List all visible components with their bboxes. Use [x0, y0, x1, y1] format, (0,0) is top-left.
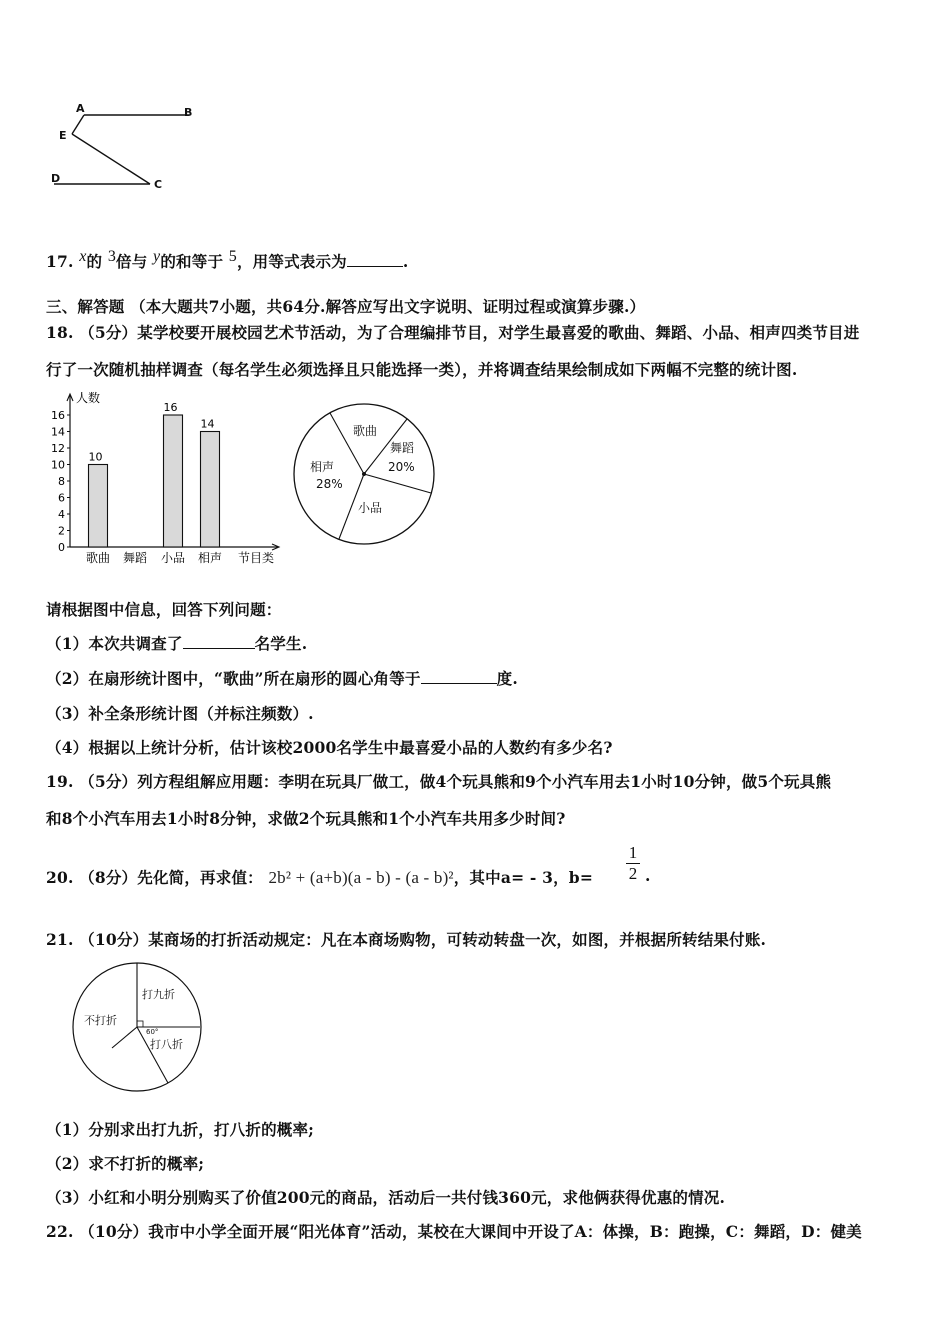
pie-label-crosstalk: 相声	[310, 460, 335, 474]
q17-var-x: x	[79, 248, 87, 265]
point-a-label: A	[76, 102, 85, 115]
y-tick-label: 0	[58, 541, 65, 554]
q20-fraction	[626, 843, 640, 884]
geometry-figure	[44, 100, 204, 195]
q18-sub3: （3）补全条形统计图（并标注频数）.	[46, 704, 314, 723]
q18-sub1	[46, 632, 307, 654]
q17-text2: 倍与	[116, 252, 148, 272]
wheel-label-none: 不打折	[84, 1014, 117, 1027]
pie-divider-3	[364, 474, 431, 493]
q18-sub2-end: 度.	[496, 669, 518, 688]
point-c-label: C	[154, 178, 163, 191]
q17-end: .	[402, 252, 409, 272]
q18-sub4: （4）根据以上统计分析，估计该校2000名学生中最喜爱小品的人数约有多少名?	[46, 738, 613, 757]
pie-chart	[290, 400, 440, 550]
q17-text3: 的和等于	[160, 252, 224, 272]
q17-num-3: 3	[107, 248, 117, 265]
y-tick-label: 6	[58, 491, 65, 505]
wheel-label-nine: 打九折	[142, 988, 175, 1001]
q19-line1: 19. （5分）列方程组解应用题：李明在玩具厂做工，做4个玩具熊和9个小汽车用去1小时10分钟，做5个玩具熊	[46, 772, 832, 791]
q20-frac-num: 1	[626, 843, 640, 864]
y-tick-label: 8	[58, 475, 65, 488]
y-tick-label: 2	[58, 524, 65, 538]
pie-percent-dance: 20%	[388, 460, 415, 474]
q20-end: .	[645, 866, 651, 885]
right-angle-mark	[137, 1021, 143, 1027]
y-tick-label: 16	[51, 409, 65, 422]
bar	[164, 415, 183, 547]
q17-var-y: y	[153, 248, 161, 265]
q22-line1: 22. （10分）我市中小学全面开展“阳光体育”活动，某校在大课间中开设了A：体操，B：跑操，C：舞蹈，D：健美	[46, 1222, 862, 1241]
bar-data-label: 14	[200, 417, 215, 431]
q18-sub2-text: （2）在扇形统计图中，“歌曲”所在扇形的圆心角等于	[46, 669, 421, 688]
q18-sub1-blank	[183, 634, 255, 649]
pie-divider-1	[330, 413, 364, 474]
question-20	[46, 866, 593, 888]
q21-sub1: （1）分别求出打九折，打八折的概率;	[46, 1120, 315, 1139]
bar-data-label: 10	[88, 450, 103, 464]
q18-prompt: 请根据图中信息，回答下列问题：	[46, 600, 282, 619]
section-3-heading: 三、解答题 （本大题共7小题，共64分.解答应写出文字说明、证明过程或演算步骤.）	[46, 297, 646, 316]
pie-label-skit: 小品	[358, 501, 383, 515]
question-17	[46, 248, 408, 272]
q17-answer-blank	[347, 252, 403, 267]
q20-prefix: 20. （8分）先化简，再求值：	[46, 868, 263, 887]
q17-text1: 的	[86, 252, 103, 272]
bar	[201, 432, 220, 548]
x-tick-label: 小品	[160, 551, 186, 565]
wheel-divider-4	[112, 1027, 137, 1048]
q20-frac-den: 2	[628, 864, 638, 883]
q20-mid: ，其中a= - 3，b=	[453, 868, 594, 887]
q17-number: 17.	[46, 252, 74, 272]
q20-expression: 2b² + (a+b)(a - b) - (a - b)²	[268, 868, 454, 887]
y-axis-label: 人数	[76, 391, 101, 405]
point-b-label: B	[184, 106, 193, 119]
bar-data-label: 16	[163, 401, 178, 414]
bar-chart	[40, 385, 290, 570]
y-tick-label: 4	[58, 508, 65, 521]
q18-sub2-blank	[421, 669, 497, 684]
pie-label-dance: 舞蹈	[390, 441, 415, 455]
pie-percent-crosstalk: 28%	[316, 477, 343, 491]
pie-center-dot	[362, 472, 366, 476]
discount-wheel	[70, 960, 210, 1100]
q18-sub1-text: （1）本次共调查了	[46, 634, 183, 653]
q17-num-5: 5	[228, 248, 237, 265]
y-tick-label: 10	[51, 458, 65, 472]
y-tick-label: 12	[51, 442, 65, 455]
q21-line1: 21. （10分）某商场的打折活动规定：凡在本商场购物，可转动转盘一次，如图，并根据所转结果付账.	[46, 930, 767, 949]
point-d-label: D	[51, 172, 61, 185]
q21-sub3: （3）小红和小明分别购买了价值200元的商品，活动后一共付钱360元，求他俩获得优惠的情况.	[46, 1188, 726, 1207]
x-axis-label: 节目类	[237, 551, 275, 565]
x-tick-label: 舞蹈	[122, 551, 148, 565]
pie-label-songs: 歌曲	[353, 424, 378, 438]
q18-sub2	[46, 667, 518, 689]
wheel-label-eight: 打八折	[150, 1038, 183, 1051]
bar	[89, 465, 108, 548]
q21-sub2: （2）求不打折的概率;	[46, 1154, 205, 1173]
point-e-label: E	[59, 129, 67, 142]
q18-sub1-end: 名学生.	[254, 634, 308, 653]
wheel-angle-label: 60°	[146, 1028, 159, 1036]
q19-line2: 和8个小汽车用去1小时8分钟，求做2个玩具熊和1个小汽车共用多少时间?	[46, 809, 566, 828]
q17-text4: ，用等式表示为	[236, 252, 347, 272]
y-tick-label: 14	[51, 425, 65, 439]
x-tick-label: 歌曲	[85, 551, 111, 565]
q18-line2: 行了一次随机抽样调查（每名学生必须选择且只能选择一类），并将调查结果绘制成如下两幅不完整的统计图.	[46, 360, 798, 379]
q18-line1: 18. （5分）某学校要开展校园艺术节活动，为了合理编排节目，对学生最喜爱的歌曲、舞蹈、小品、相声四类节目进	[46, 323, 860, 342]
x-tick-label: 相声	[197, 551, 223, 565]
